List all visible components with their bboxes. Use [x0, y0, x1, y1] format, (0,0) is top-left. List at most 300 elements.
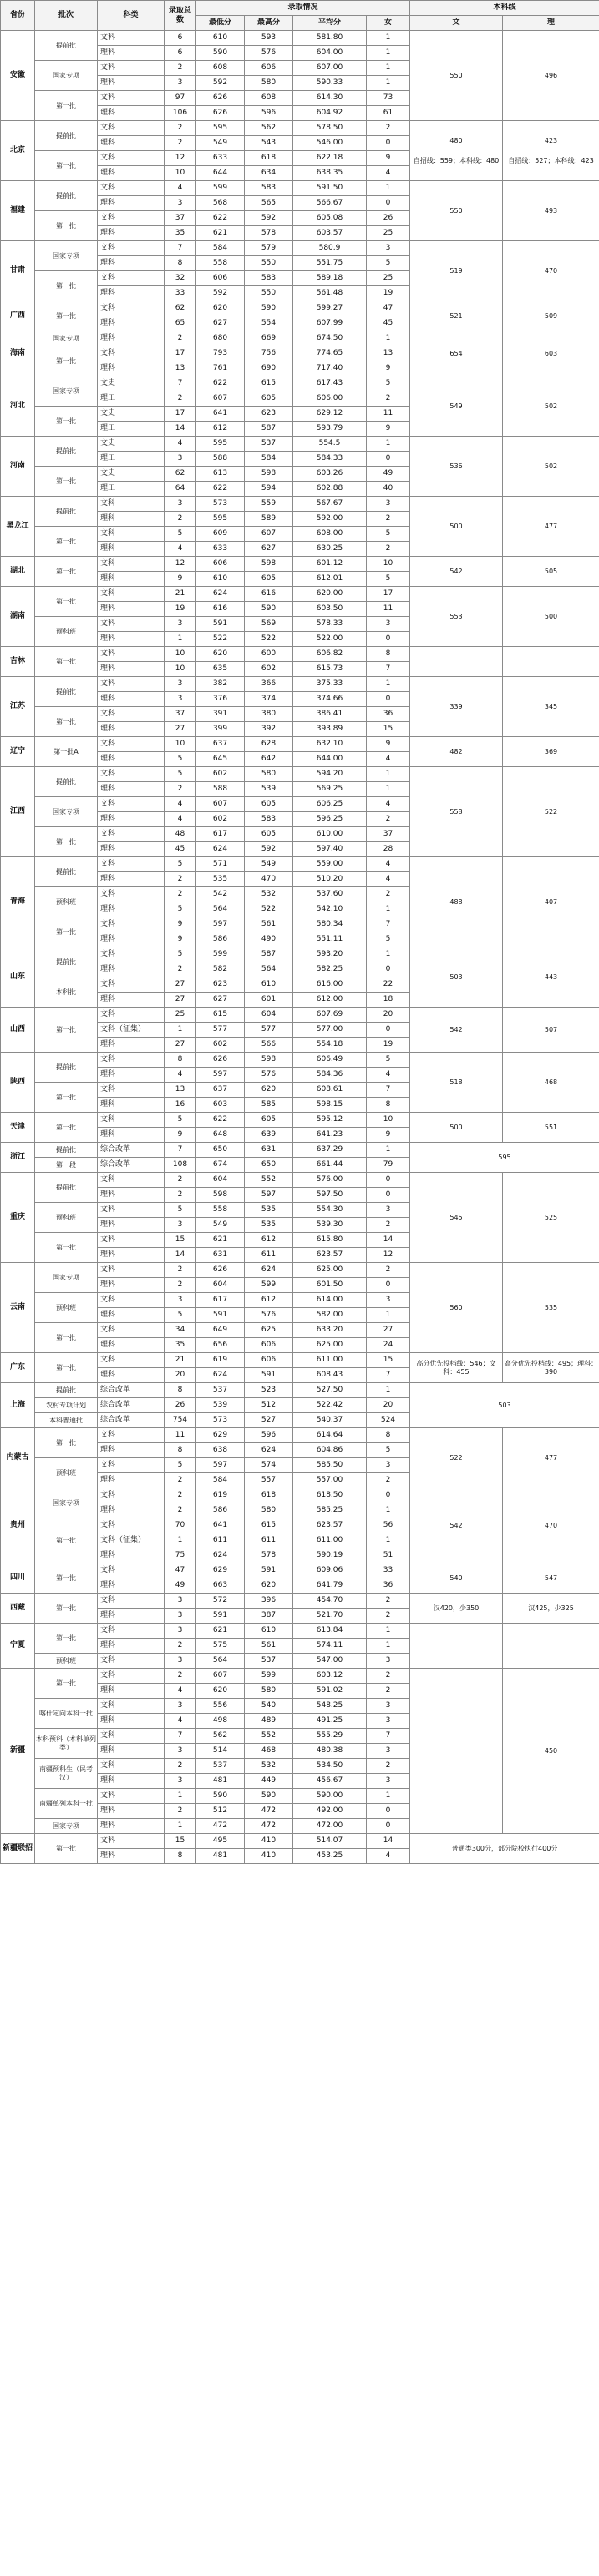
min-score-cell: 592: [196, 76, 245, 91]
table-row: [1, 947, 599, 962]
min-score-cell: 617: [196, 827, 245, 842]
max-score-cell: 597: [245, 1188, 293, 1203]
min-score-cell: 674: [196, 1158, 245, 1173]
min-score-cell: 591: [196, 617, 245, 632]
female-count-cell: 5: [367, 1053, 410, 1068]
female-count-cell: 26: [367, 211, 410, 226]
female-count-cell: 4: [367, 1068, 410, 1083]
batch-cell: 第一批: [35, 301, 98, 331]
min-score-cell: 624: [196, 842, 245, 857]
avg-score-cell: 641.23: [293, 1128, 367, 1143]
subject-cell: 文科: [98, 346, 165, 361]
avg-score-cell: 589.18: [293, 271, 367, 286]
batch-cell: 第一批: [35, 91, 98, 121]
subject-cell: 文科: [98, 151, 165, 166]
subject-cell: 文科: [98, 827, 165, 842]
subject-cell: 文科: [98, 1699, 165, 1714]
min-score-cell: 622: [196, 211, 245, 226]
subject-cell: 综合改革: [98, 1158, 165, 1173]
avg-score-cell: 527.50: [293, 1383, 367, 1398]
female-count-cell: 4: [367, 1849, 410, 1864]
count-cell: 3: [165, 196, 196, 211]
avg-score-cell: 623.57: [293, 1248, 367, 1263]
avg-score-cell: 577.00: [293, 1023, 367, 1038]
female-count-cell: 2: [367, 1218, 410, 1233]
count-cell: 5: [165, 1308, 196, 1323]
subject-cell: 理科: [98, 1338, 165, 1353]
line-li-cell: 汉425，少325: [503, 1594, 599, 1624]
min-score-cell: 607: [196, 1669, 245, 1684]
min-score-cell: 606: [196, 557, 245, 572]
table-row: [1, 1143, 599, 1158]
province-cell: 湖南: [1, 587, 35, 647]
min-score-cell: 391: [196, 707, 245, 722]
max-score-cell: 583: [245, 181, 293, 196]
max-score-cell: 574: [245, 1458, 293, 1473]
count-cell: 13: [165, 1083, 196, 1098]
avg-score-cell: 632.10: [293, 737, 367, 752]
count-cell: 2: [165, 962, 196, 977]
min-score-cell: 575: [196, 1639, 245, 1654]
max-score-cell: 592: [245, 211, 293, 226]
count-cell: 6: [165, 46, 196, 61]
max-score-cell: 579: [245, 241, 293, 256]
avg-score-cell: 578.33: [293, 617, 367, 632]
min-score-cell: 376: [196, 692, 245, 707]
count-cell: 17: [165, 346, 196, 361]
batch-cell: 南疆单列本科一批: [35, 1789, 98, 1819]
min-score-cell: 522: [196, 632, 245, 647]
max-score-cell: 599: [245, 1278, 293, 1293]
max-score-cell: 690: [245, 361, 293, 376]
min-score-cell: 558: [196, 256, 245, 271]
avg-score-cell: 629.12: [293, 407, 367, 422]
count-cell: 4: [165, 797, 196, 812]
line-wen-cell: 488: [410, 857, 503, 947]
line-wen-cell: [410, 121, 503, 181]
count-cell: 5: [165, 1203, 196, 1218]
table-row: [1, 437, 599, 452]
avg-score-cell: 630.25: [293, 542, 367, 557]
count-cell: 37: [165, 211, 196, 226]
count-cell: 2: [165, 1263, 196, 1278]
max-score-cell: 543: [245, 136, 293, 151]
count-cell: 2: [165, 331, 196, 346]
avg-score-cell: 554.18: [293, 1038, 367, 1053]
avg-score-cell: 625.00: [293, 1263, 367, 1278]
avg-score-cell: 375.33: [293, 677, 367, 692]
avg-score-cell: 597.50: [293, 1188, 367, 1203]
subject-cell: 理科: [98, 662, 165, 677]
max-score-cell: 593: [245, 31, 293, 46]
max-score-cell: 561: [245, 1639, 293, 1654]
header-batch: 批次: [35, 1, 98, 31]
min-score-cell: 584: [196, 241, 245, 256]
subject-cell: 文科: [98, 1323, 165, 1338]
max-score-cell: 624: [245, 1263, 293, 1278]
female-count-cell: 73: [367, 91, 410, 106]
count-cell: 106: [165, 106, 196, 121]
batch-cell: 预科班: [35, 1203, 98, 1233]
subject-cell: 综合改革: [98, 1398, 165, 1413]
subject-cell: 文科: [98, 1173, 165, 1188]
max-score-cell: 639: [245, 1128, 293, 1143]
line-wen-cell: 542: [410, 1008, 503, 1053]
subject-cell: 文科: [98, 527, 165, 542]
subject-cell: 文科: [98, 1293, 165, 1308]
count-cell: 35: [165, 1338, 196, 1353]
line-li-note: 自招线：527；本科线：423: [508, 156, 594, 164]
count-cell: 1: [165, 1023, 196, 1038]
count-cell: 2: [165, 872, 196, 887]
female-count-cell: 0: [367, 962, 410, 977]
batch-cell: 第一批: [35, 346, 98, 376]
batch-cell: 国家专项: [35, 1488, 98, 1518]
table-row: [1, 1488, 599, 1503]
min-score-cell: 573: [196, 497, 245, 512]
avg-score-cell: 567.67: [293, 497, 367, 512]
avg-score-cell: 614.00: [293, 1293, 367, 1308]
female-count-cell: 36: [367, 1578, 410, 1594]
female-count-cell: 7: [367, 1729, 410, 1744]
subject-cell: 文科: [98, 1053, 165, 1068]
subject-cell: 理工: [98, 452, 165, 467]
table-row: [1, 1383, 599, 1398]
max-score-cell: 625: [245, 1323, 293, 1338]
subject-cell: 理科: [98, 1278, 165, 1293]
female-count-cell: 2: [367, 1594, 410, 1609]
line-li-cell: 551: [503, 1113, 599, 1143]
min-score-cell: 622: [196, 1113, 245, 1128]
max-score-cell: 449: [245, 1774, 293, 1789]
subject-cell: 理科: [98, 512, 165, 527]
province-cell: 新疆: [1, 1669, 35, 1834]
max-score-cell: 618: [245, 151, 293, 166]
line-wen-cell: 519: [410, 241, 503, 301]
line-wen-cell: 503: [410, 947, 503, 1008]
count-cell: 45: [165, 842, 196, 857]
min-score-cell: 577: [196, 1023, 245, 1038]
min-score-cell: 591: [196, 1308, 245, 1323]
subject-cell: 理科: [98, 812, 165, 827]
max-score-cell: 554: [245, 316, 293, 331]
batch-cell: 第一批: [35, 271, 98, 301]
count-cell: 3: [165, 1654, 196, 1669]
count-cell: 2: [165, 136, 196, 151]
subject-cell: 理科: [98, 1819, 165, 1834]
count-cell: 1: [165, 1819, 196, 1834]
min-score-cell: 537: [196, 1759, 245, 1774]
subject-cell: 理科: [98, 993, 165, 1008]
max-score-cell: 606: [245, 1353, 293, 1368]
max-score-cell: 634: [245, 166, 293, 181]
max-score-cell: 410: [245, 1849, 293, 1864]
avg-score-cell: 584.33: [293, 452, 367, 467]
line-wen-cell: [410, 647, 503, 677]
avg-score-cell: 582.00: [293, 1308, 367, 1323]
min-score-cell: 599: [196, 181, 245, 196]
batch-cell: 预科班: [35, 617, 98, 647]
female-count-cell: 14: [367, 1834, 410, 1849]
avg-score-cell: 603.50: [293, 602, 367, 617]
table-row: [1, 1624, 599, 1639]
count-cell: 11: [165, 1428, 196, 1443]
province-cell: 浙江: [1, 1143, 35, 1173]
count-cell: 12: [165, 557, 196, 572]
avg-score-cell: 546.00: [293, 136, 367, 151]
max-score-cell: 583: [245, 271, 293, 286]
line-wen-cell: 542: [410, 557, 503, 587]
avg-score-cell: 612.01: [293, 572, 367, 587]
subject-cell: 理科: [98, 962, 165, 977]
province-cell: 内蒙古: [1, 1428, 35, 1488]
table-row: [1, 376, 599, 391]
subject-cell: 文科: [98, 1458, 165, 1473]
batch-cell: 国家专项: [35, 376, 98, 407]
subject-cell: 理科: [98, 331, 165, 346]
female-count-cell: 1: [367, 31, 410, 46]
min-score-cell: 598: [196, 1188, 245, 1203]
table-row: [1, 1563, 599, 1578]
line-wen-cell: 654: [410, 331, 503, 376]
min-score-cell: 602: [196, 812, 245, 827]
min-score-cell: 620: [196, 647, 245, 662]
count-cell: 3: [165, 76, 196, 91]
female-count-cell: 45: [367, 316, 410, 331]
female-count-cell: 1: [367, 782, 410, 797]
min-score-cell: 648: [196, 1128, 245, 1143]
min-score-cell: 582: [196, 962, 245, 977]
batch-cell: 第一批: [35, 1083, 98, 1113]
line-li-cell: 525: [503, 1173, 599, 1263]
female-count-cell: 8: [367, 647, 410, 662]
max-score-cell: 598: [245, 1053, 293, 1068]
min-score-cell: 615: [196, 1008, 245, 1023]
min-score-cell: 597: [196, 1068, 245, 1083]
batch-cell: 第一批: [35, 1323, 98, 1353]
max-score-cell: 468: [245, 1744, 293, 1759]
max-score-cell: 627: [245, 542, 293, 557]
avg-score-cell: 582.25: [293, 962, 367, 977]
header-admission: 录取情况: [196, 1, 410, 16]
avg-score-cell: 491.25: [293, 1714, 367, 1729]
avg-score-cell: 595.12: [293, 1113, 367, 1128]
female-count-cell: 8: [367, 1428, 410, 1443]
max-score-cell: 669: [245, 331, 293, 346]
line-wen-cell: 545: [410, 1173, 503, 1263]
female-count-cell: 7: [367, 1368, 410, 1383]
max-score-cell: 578: [245, 226, 293, 241]
count-cell: 4: [165, 437, 196, 452]
line-wen-cell: 536: [410, 437, 503, 497]
subject-cell: 理科: [98, 752, 165, 767]
min-score-cell: 586: [196, 932, 245, 947]
subject-cell: 文科: [98, 497, 165, 512]
table-row: [1, 647, 599, 662]
female-count-cell: 0: [367, 1804, 410, 1819]
batch-cell: 第一批: [35, 151, 98, 181]
subject-cell: 文科: [98, 737, 165, 752]
count-cell: 2: [165, 512, 196, 527]
subject-cell: 文科: [98, 241, 165, 256]
min-score-cell: 573: [196, 1413, 245, 1428]
min-score-cell: 498: [196, 1714, 245, 1729]
min-score-cell: 649: [196, 1323, 245, 1338]
min-score-cell: 588: [196, 782, 245, 797]
min-score-cell: 626: [196, 1053, 245, 1068]
batch-cell: 提前批: [35, 857, 98, 887]
subject-cell: 文科（征集）: [98, 1023, 165, 1038]
female-count-cell: 4: [367, 797, 410, 812]
max-score-cell: 576: [245, 1068, 293, 1083]
subject-cell: 理科: [98, 692, 165, 707]
line-wen-cell: 482: [410, 737, 503, 767]
header-subject: 科类: [98, 1, 165, 31]
count-cell: 2: [165, 782, 196, 797]
header-line-wen: 文: [410, 16, 503, 31]
avg-score-cell: 374.66: [293, 692, 367, 707]
avg-score-cell: 522.00: [293, 632, 367, 647]
min-score-cell: 399: [196, 722, 245, 737]
female-count-cell: 2: [367, 512, 410, 527]
avg-score-cell: 593.20: [293, 947, 367, 962]
max-score-cell: 512: [245, 1398, 293, 1413]
min-score-cell: 604: [196, 1278, 245, 1293]
line-wen-note: 自招线：559；本科线：480: [413, 156, 500, 164]
min-score-cell: 633: [196, 542, 245, 557]
max-score-cell: 522: [245, 632, 293, 647]
subject-cell: 理科: [98, 361, 165, 376]
max-score-cell: 470: [245, 872, 293, 887]
min-score-cell: 549: [196, 1218, 245, 1233]
table-row: [1, 1594, 599, 1609]
min-score-cell: 641: [196, 1518, 245, 1533]
line-merged-cell: 503: [410, 1383, 599, 1428]
avg-score-cell: 514.07: [293, 1834, 367, 1849]
max-score-cell: 612: [245, 1293, 293, 1308]
count-cell: 10: [165, 662, 196, 677]
province-cell: 湖北: [1, 557, 35, 587]
female-count-cell: 4: [367, 872, 410, 887]
avg-score-cell: 606.25: [293, 797, 367, 812]
max-score-cell: 610: [245, 977, 293, 993]
avg-score-cell: 633.20: [293, 1323, 367, 1338]
subject-cell: 理科: [98, 1804, 165, 1819]
max-score-cell: 550: [245, 256, 293, 271]
count-cell: 7: [165, 1729, 196, 1744]
max-score-cell: 472: [245, 1804, 293, 1819]
line-wen-cell: [410, 1624, 503, 1669]
min-score-cell: 624: [196, 1548, 245, 1563]
avg-score-cell: 717.40: [293, 361, 367, 376]
max-score-cell: 535: [245, 1218, 293, 1233]
province-cell: 海南: [1, 331, 35, 376]
count-cell: 33: [165, 286, 196, 301]
count-cell: 65: [165, 316, 196, 331]
female-count-cell: 25: [367, 226, 410, 241]
female-count-cell: 1: [367, 61, 410, 76]
line-li-cell: 502: [503, 376, 599, 437]
female-count-cell: 49: [367, 467, 410, 482]
count-cell: 35: [165, 226, 196, 241]
max-score-cell: 628: [245, 737, 293, 752]
avg-score-cell: 606.00: [293, 391, 367, 407]
province-cell: 黑龙江: [1, 497, 35, 557]
count-cell: 3: [165, 1218, 196, 1233]
min-score-cell: 481: [196, 1849, 245, 1864]
max-score-cell: 623: [245, 407, 293, 422]
subject-cell: 文科: [98, 917, 165, 932]
min-score-cell: 514: [196, 1744, 245, 1759]
female-count-cell: 1: [367, 76, 410, 91]
min-score-cell: 382: [196, 677, 245, 692]
avg-score-cell: 566.67: [293, 196, 367, 211]
max-score-cell: 550: [245, 286, 293, 301]
batch-cell: 第一批: [35, 557, 98, 587]
min-score-cell: 620: [196, 1684, 245, 1699]
min-score-cell: 591: [196, 1609, 245, 1624]
line-li-cell: 470: [503, 241, 599, 301]
count-cell: 21: [165, 587, 196, 602]
avg-score-cell: 521.70: [293, 1609, 367, 1624]
province-cell: 青海: [1, 857, 35, 947]
batch-cell: 本科普通批: [35, 1413, 98, 1428]
province-cell: 贵州: [1, 1488, 35, 1563]
subject-cell: 文科: [98, 767, 165, 782]
line-li-cell: [503, 1624, 599, 1669]
min-score-cell: 626: [196, 91, 245, 106]
avg-score-cell: 534.50: [293, 1759, 367, 1774]
count-cell: 108: [165, 1158, 196, 1173]
header-max: 最高分: [245, 16, 293, 31]
min-score-cell: 793: [196, 346, 245, 361]
province-cell: 江西: [1, 767, 35, 857]
count-cell: 5: [165, 527, 196, 542]
avg-score-cell: 593.79: [293, 422, 367, 437]
female-count-cell: 3: [367, 1458, 410, 1473]
subject-cell: 理科: [98, 902, 165, 917]
min-score-cell: 611: [196, 1533, 245, 1548]
female-count-cell: 2: [367, 1473, 410, 1488]
max-score-cell: 624: [245, 1443, 293, 1458]
avg-score-cell: 386.41: [293, 707, 367, 722]
subject-cell: 文科: [98, 947, 165, 962]
min-score-cell: 613: [196, 467, 245, 482]
line-wen-cell: [410, 1669, 503, 1834]
avg-score-cell: 537.60: [293, 887, 367, 902]
max-score-cell: 552: [245, 1173, 293, 1188]
subject-cell: 理科: [98, 226, 165, 241]
avg-score-cell: 625.00: [293, 1338, 367, 1353]
max-score-cell: 549: [245, 857, 293, 872]
max-score-cell: 374: [245, 692, 293, 707]
avg-score-cell: 522.42: [293, 1398, 367, 1413]
batch-cell: 提前批: [35, 121, 98, 151]
min-score-cell: 572: [196, 1594, 245, 1609]
table-row: [1, 1113, 599, 1128]
batch-cell: 提前批: [35, 497, 98, 527]
line-wen-cell: 550: [410, 31, 503, 121]
female-count-cell: 47: [367, 301, 410, 316]
female-count-cell: 9: [367, 422, 410, 437]
min-score-cell: 608: [196, 61, 245, 76]
female-count-cell: 22: [367, 977, 410, 993]
avg-score-cell: 551.11: [293, 932, 367, 947]
female-count-cell: 5: [367, 932, 410, 947]
line-li-cell: 535: [503, 1263, 599, 1353]
table-row: [1, 1173, 599, 1188]
count-cell: 27: [165, 993, 196, 1008]
